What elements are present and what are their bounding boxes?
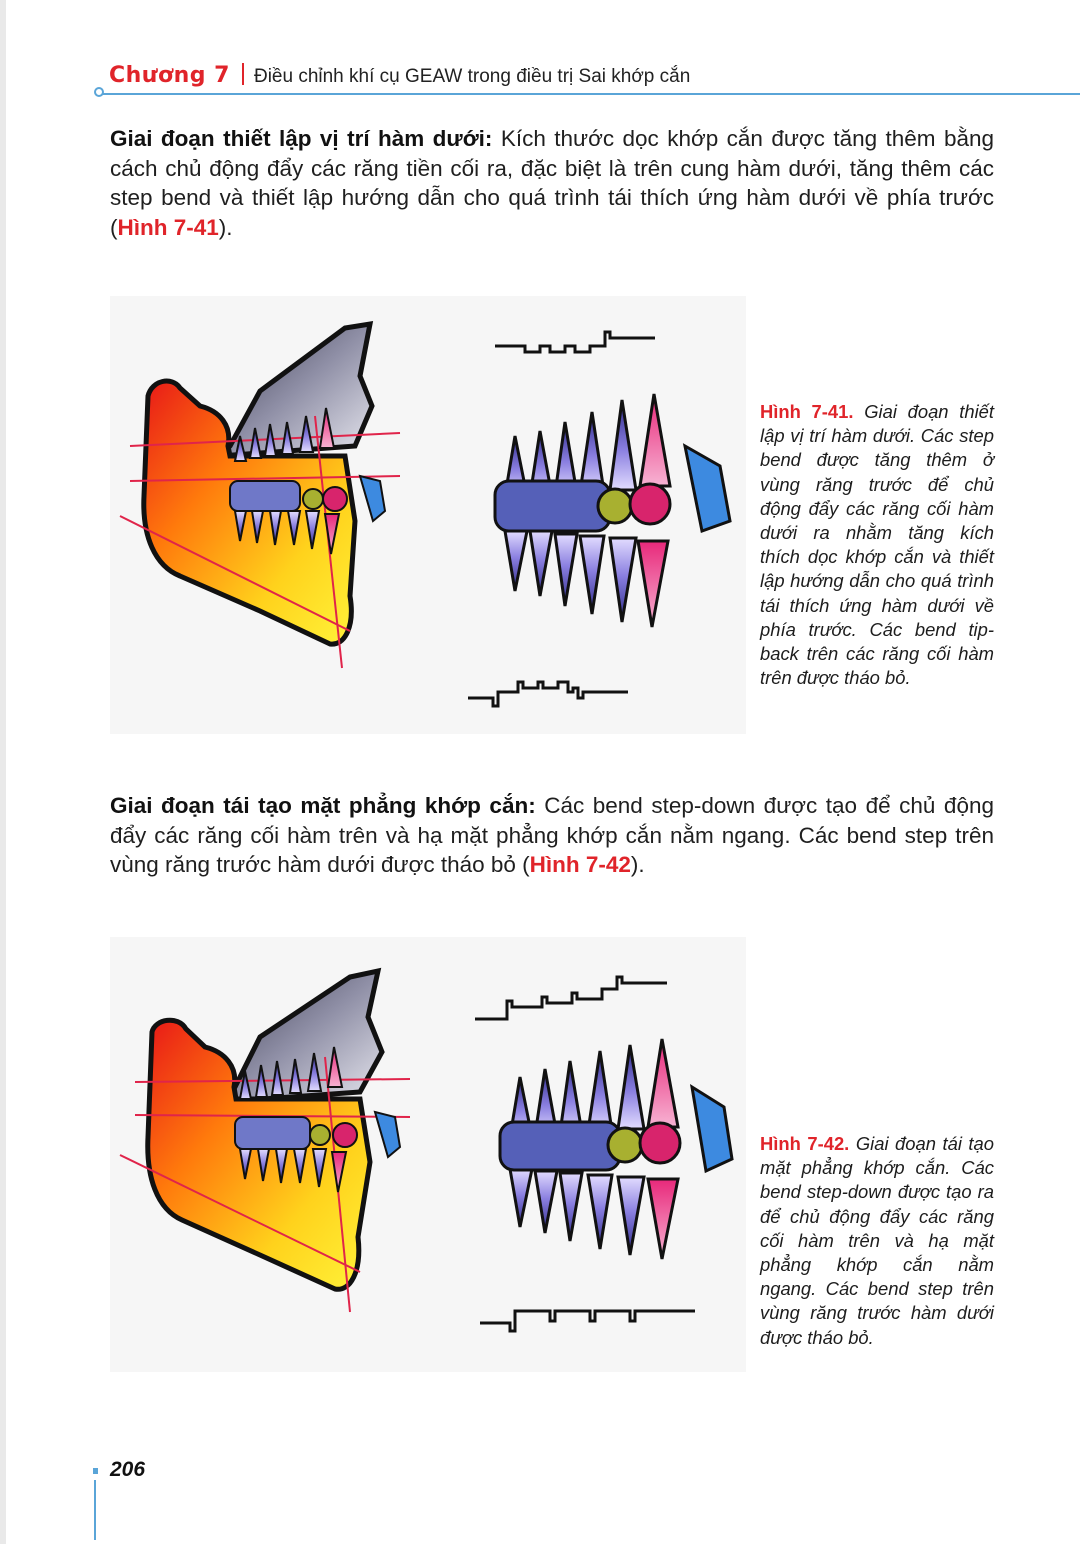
figure-7-41-caption-text: Giai đoạn thiết lập vị trí hàm dưới. Các step bend được tăng thêm ở vùng răng trước để chủ động đẩy các răng cối hàm dưới ra nhằm tăng kích thích dọc khớp cắn và thiết lập hướng dẫn cho quá trình tái thích ứng hàm dưới về phía trước. Các bend tip-back trên các răng cối hàm trên được tháo bỏ. xyxy=(760,401,994,689)
section-1-tail: ). xyxy=(218,214,233,240)
figure-7-42-label: Hình 7-42. xyxy=(760,1133,850,1154)
page-number: 206 xyxy=(110,1458,146,1481)
running-header xyxy=(109,60,690,88)
footer-marker xyxy=(93,1468,98,1474)
figure-7-42-caption xyxy=(760,1132,994,1350)
section-1-lead: Giai đoạn thiết lập vị trí hàm dưới: xyxy=(110,126,493,151)
footer-rule xyxy=(94,1480,96,1540)
section-1-text: Kích thước dọc khớp cắn được tăng thêm bằng cách chủ động đẩy các răng tiền cối ra, đặc biệt là trên cung hàm dưới, tăng thêm các step bend và thiết lập hướng dẫn cho quá trình tái thích ứng hàm dưới về phía trước ( xyxy=(110,126,994,240)
figure-7-42 xyxy=(110,937,746,1372)
chapter-label: Chương 7 xyxy=(109,63,230,88)
figure-7-42-caption-text: Giai đoạn tái tạo mặt phẳng khớp cắn. Các bend step-down được tạo ra để chủ động đẩy các răng cối hàm trên và hạ mặt phẳng khớp cắn nằm ngang. Các bend step trên vùng răng trước hàm dưới được tháo bỏ. xyxy=(760,1133,994,1348)
figure-7-41 xyxy=(110,296,746,734)
figure-7-41-caption xyxy=(760,400,994,690)
header-separator xyxy=(242,63,244,85)
figure-7-41-illustration xyxy=(110,296,746,734)
figure-7-42-illustration xyxy=(110,937,746,1372)
section-2-tail: ). xyxy=(630,852,645,877)
figure-ref-7-41[interactable]: Hình 7-41 xyxy=(117,214,219,240)
section-2-text: Các bend step-down được tạo để chủ động đẩy các răng cối hàm trên và hạ mặt phẳng khớp cắn nằm ngang. Các bend step trên vùng răng trước hàm dưới được tháo bỏ ( xyxy=(110,793,994,877)
figure-ref-7-42[interactable]: Hình 7-42 xyxy=(529,852,631,877)
header-rule xyxy=(101,93,1080,95)
page-edge xyxy=(0,0,6,1544)
figure-7-41-label: Hình 7-41. xyxy=(760,401,854,422)
section-2-paragraph xyxy=(110,791,994,880)
header-rule-dot xyxy=(94,87,104,97)
chapter-title: Điều chỉnh khí cụ GEAW trong điều trị Sai khớp cắn xyxy=(253,66,691,87)
section-2-lead: Giai đoạn tái tạo mặt phẳng khớp cắn: xyxy=(110,793,536,818)
section-1-paragraph xyxy=(110,124,994,242)
